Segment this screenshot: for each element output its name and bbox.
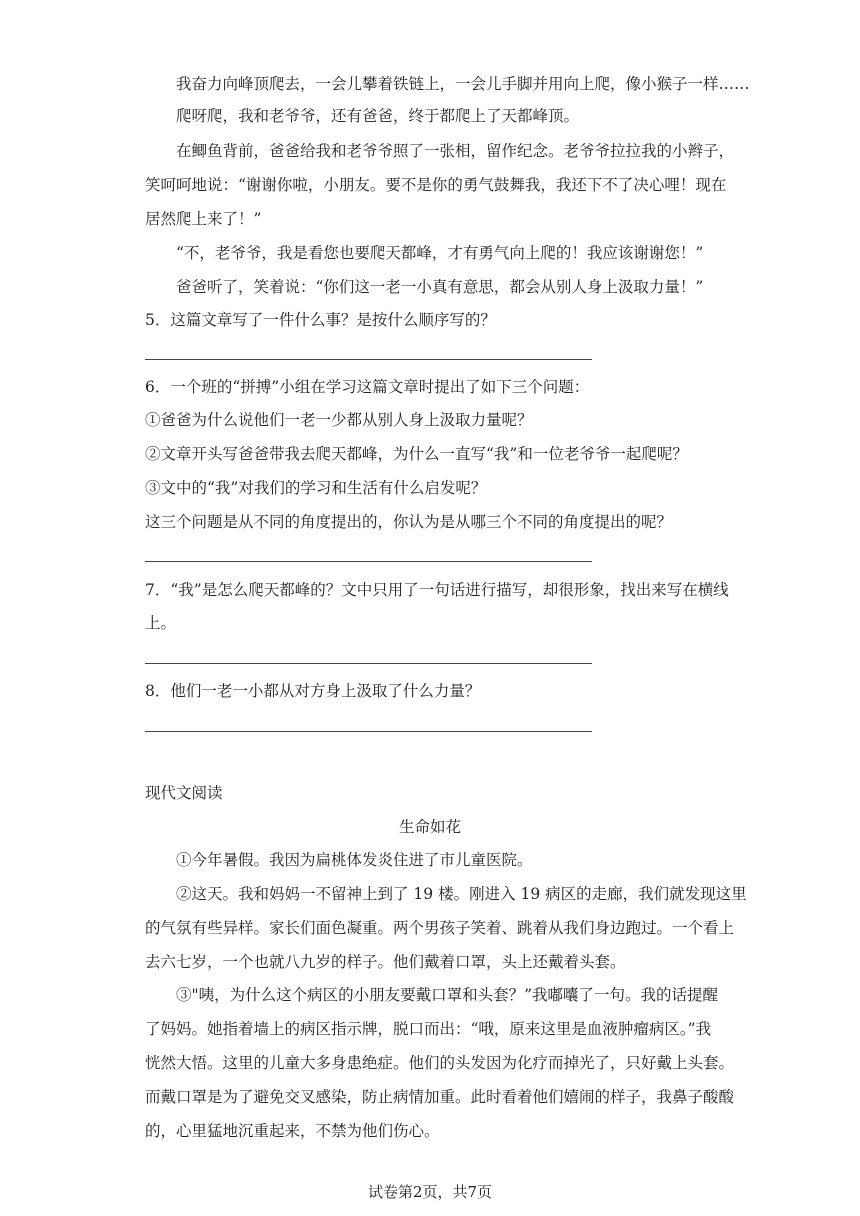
answer-line-8[interactable] bbox=[145, 731, 592, 732]
page-footer: 试卷第2页，共7页 bbox=[367, 1183, 493, 1201]
paragraph-line: 在鲫鱼背前，爸爸给我和老爷爷照了一张相，留作纪念。老爷爷拉拉我的小辫子， bbox=[176, 142, 735, 160]
section-heading: 现代文阅读 bbox=[145, 784, 223, 802]
paragraph-line: 了妈妈。她指着墙上的病区指示牌，脱口而出：“哦，原来这里是血液肿瘤病区。”我 bbox=[145, 1020, 712, 1038]
paragraph-line: 的，心里猛地沉重起来，不禁为他们伤心。 bbox=[145, 1122, 440, 1140]
answer-line-6[interactable] bbox=[145, 561, 592, 562]
question-5: 5．这篇文章写了一件什么事？是按什么顺序写的？ bbox=[145, 311, 496, 329]
question-6-intro: 6．一个班的“拼搏”小组在学习这篇文章时提出了如下三个问题： bbox=[145, 378, 590, 396]
paragraph-line: 而戴口罩是为了避免交叉感染，防止病情加重。此时看着他们嬉闹的样子，我鼻子酸酸 bbox=[145, 1088, 735, 1106]
question-7-cont: 上。 bbox=[145, 614, 177, 632]
answer-line-7[interactable] bbox=[145, 663, 592, 664]
paragraph-line: 我奋力向峰顶爬去，一会儿攀着铁链上，一会儿手脚并用向上爬，像小猴子一样…… bbox=[176, 75, 750, 93]
paragraph-line: 爬呀爬，我和老爷爷，还有爸爸，终于都爬上了天都峰顶。 bbox=[176, 107, 580, 125]
question-6-item-3: ③文中的“我”对我们的学习和生活有什么启发呢？ bbox=[145, 479, 487, 497]
answer-line-5[interactable] bbox=[145, 359, 592, 360]
paragraph-line: 爸爸听了，笑着说：“你们这一老一小真有意思，都会从别人身上汲取力量！” bbox=[176, 278, 704, 296]
question-6-ask: 这三个问题是从不同的角度提出的，你认为是从哪三个不同的角度提出的呢？ bbox=[145, 513, 673, 531]
paragraph-line: ①今年暑假。我因为扁桃体发炎住进了市儿童医院。 bbox=[176, 851, 533, 869]
paragraph-line: 居然爬上来了！” bbox=[145, 210, 262, 228]
paragraph-line: 的气氛有些异样。家长们面色凝重。两个男孩子笑着、跳着从我们身边跑过。一个看上 bbox=[145, 919, 735, 937]
paragraph-line: 笑呵呵地说：“谢谢你啦，小朋友。要不是你的勇气鼓舞我，我还下不了决心哩！现在 bbox=[145, 176, 727, 194]
paragraph-line: 去六七岁，一个也就八九岁的样子。他们戴着口罩，头上还戴着头套。 bbox=[145, 953, 626, 971]
paragraph-line: 恍然大悟。这里的儿童大多身患绝症。他们的头发因为化疗而掉光了，只好戴上头套。 bbox=[145, 1054, 735, 1072]
paragraph-line: ②这天。我和妈妈一不留神上到了 19 楼。刚进入 19 病区的走廊，我们就发现这里 bbox=[176, 885, 747, 903]
question-7: 7．“我”是怎么爬天都峰的？文中只用了一句话进行描写，却很形象，找出来写在横线 bbox=[145, 581, 729, 599]
question-6-item-2: ②文章开头写爸爸带我去爬天都峰，为什么一直写“我”和一位老爷爷一起爬呢？ bbox=[145, 445, 688, 463]
paragraph-line: “不，老爷爷，我是看您也要爬天都峰，才有勇气向上爬的！我应该谢谢您！” bbox=[176, 244, 704, 262]
question-6-item-1: ①爸爸为什么说他们一老一少都从别人身上汲取力量呢？ bbox=[145, 411, 533, 429]
question-8: 8．他们一老一小都从对方身上汲取了什么力量？ bbox=[145, 682, 481, 700]
paragraph-line: ③"咦，为什么这个病区的小朋友要戴口罩和头套？”我嘟囔了一句。我的话提醒 bbox=[176, 986, 719, 1004]
article-title: 生命如花 bbox=[398, 818, 461, 836]
